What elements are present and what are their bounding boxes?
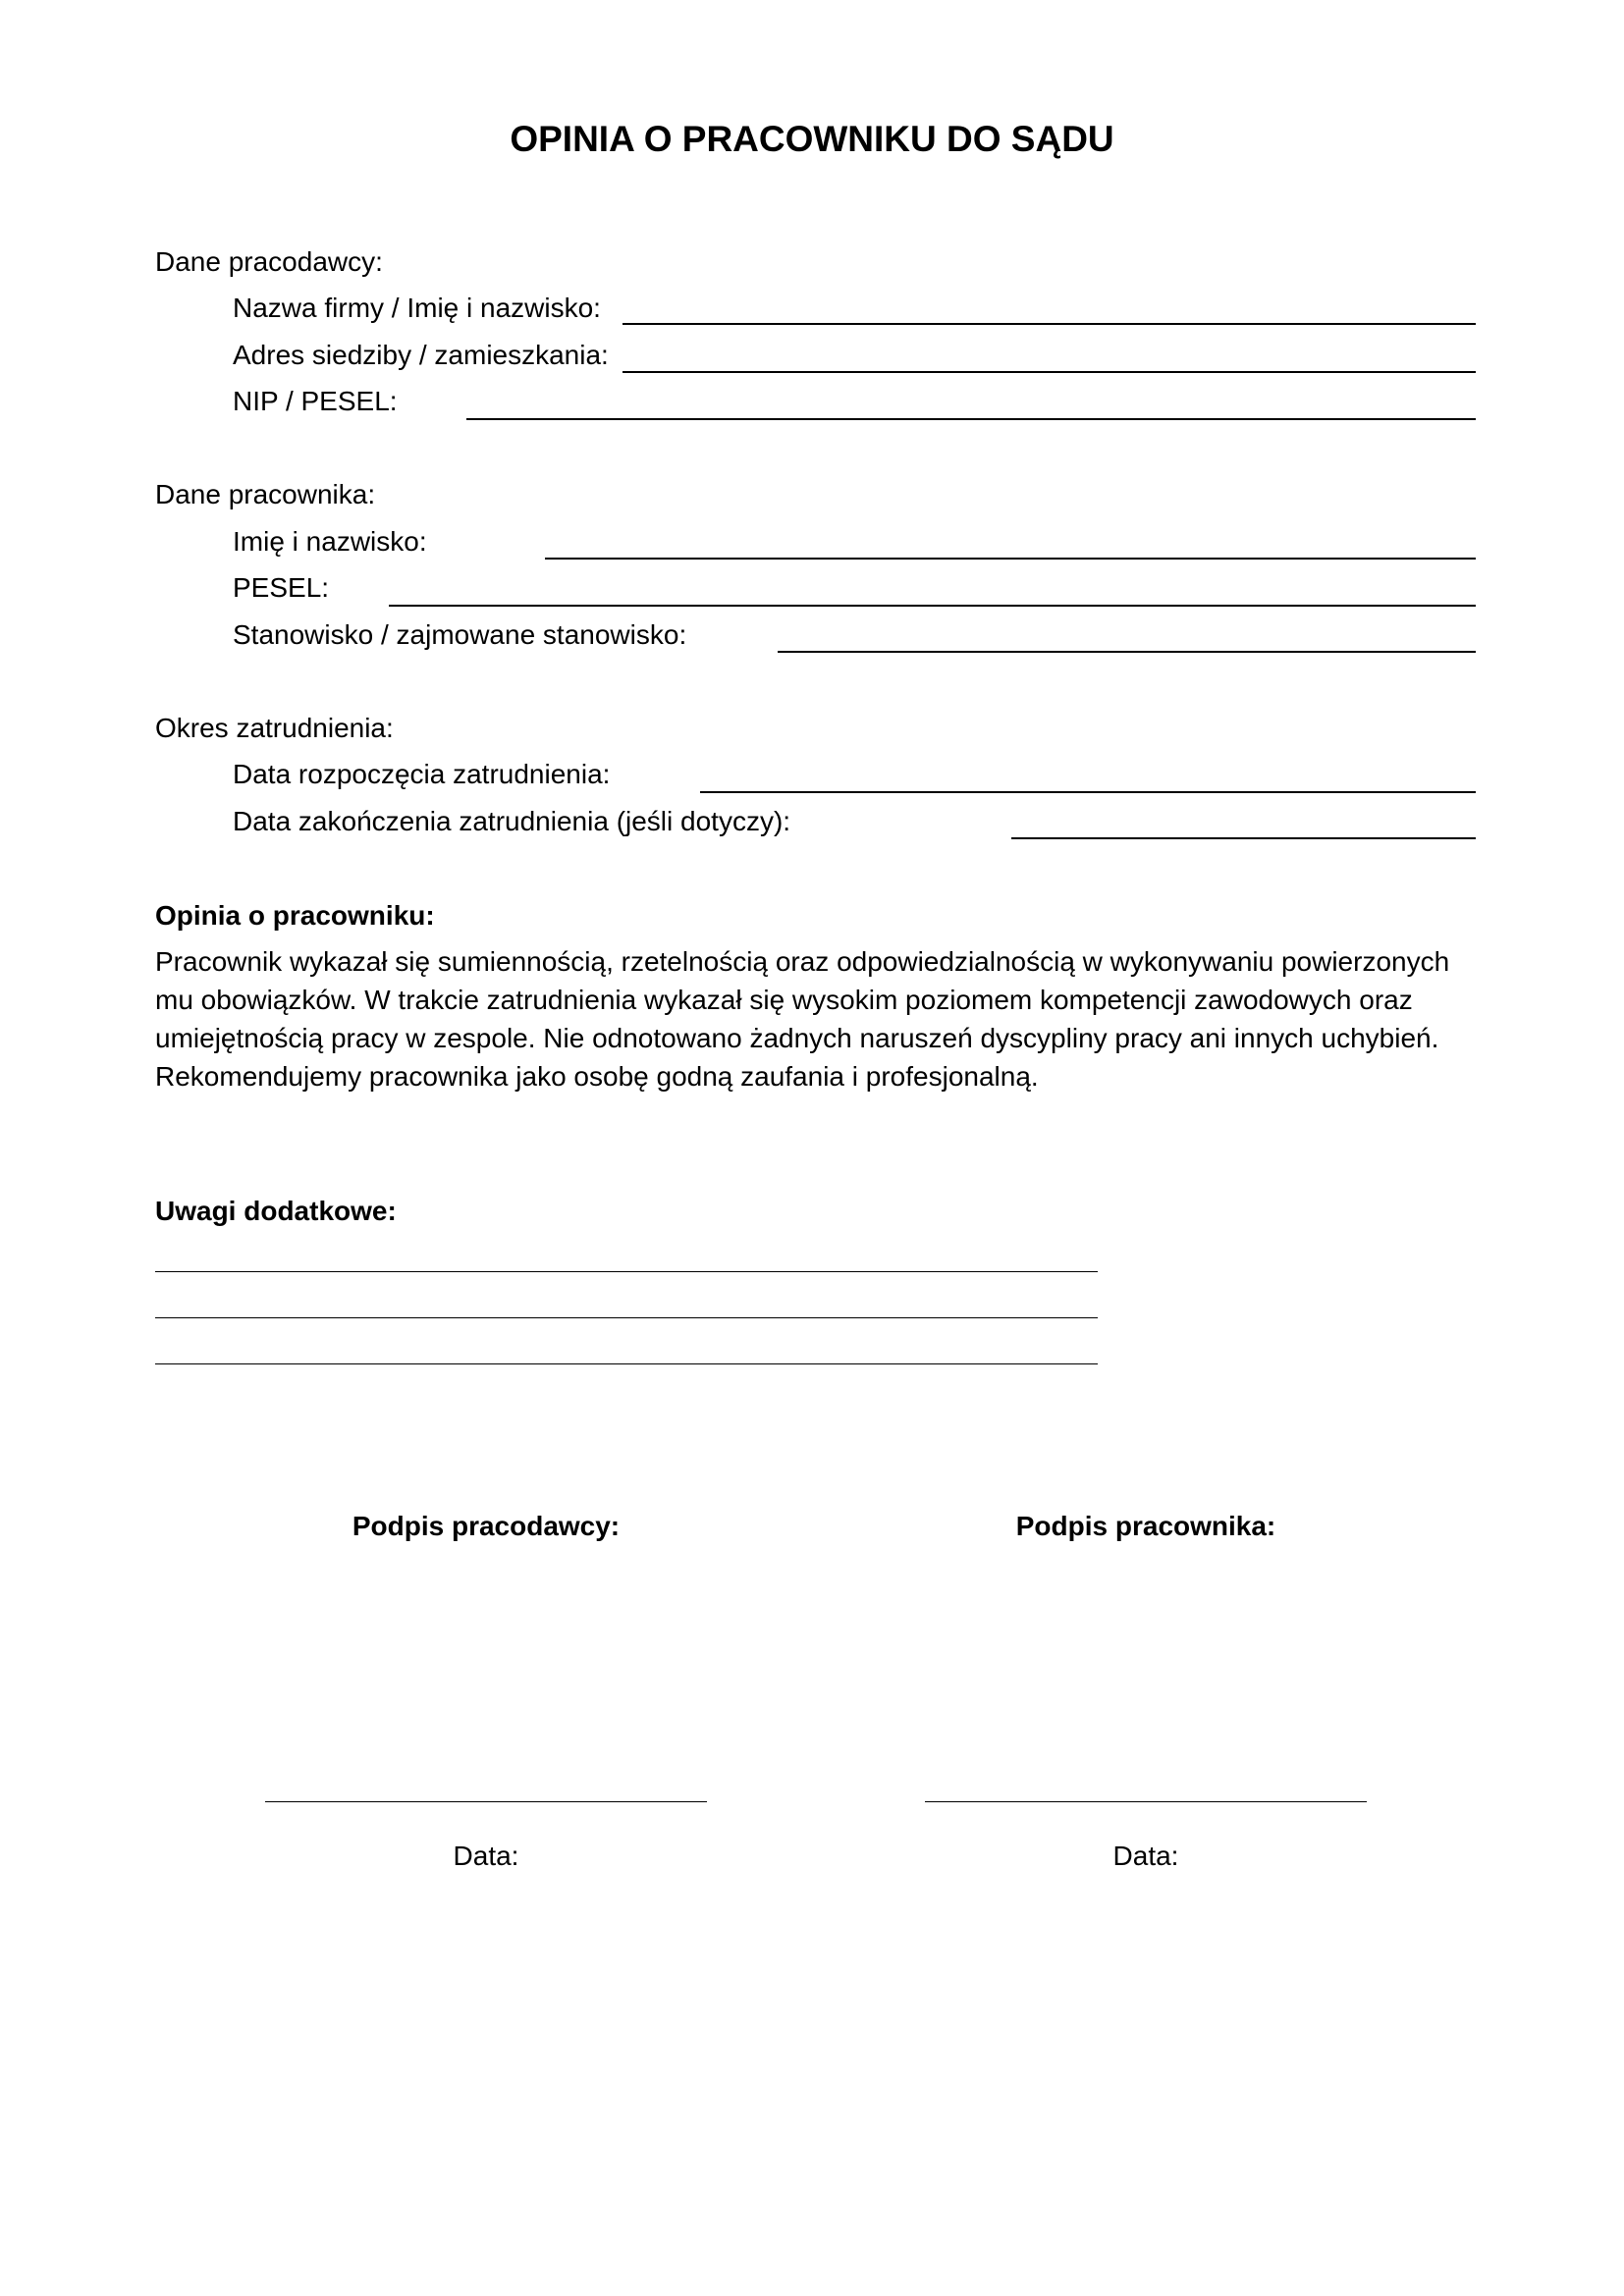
employee-date-label: Data: — [1112, 1841, 1179, 1871]
employer-id-label: NIP / PESEL: — [233, 386, 398, 416]
employer-address-label: Adres siedziby / zamieszkania: — [233, 340, 609, 370]
employee-position-field[interactable] — [778, 651, 1476, 653]
employment-end-field[interactable] — [1011, 837, 1476, 839]
employer-signature-line[interactable] — [265, 1801, 707, 1802]
employee-position-label: Stanowisko / zajmowane stanowisko: — [233, 619, 687, 650]
employer-id-field[interactable] — [466, 418, 1476, 420]
document-title: OPINIA O PRACOWNIKU DO SĄDU — [510, 119, 1114, 159]
employee-name-field[interactable] — [545, 558, 1476, 560]
remarks-line[interactable] — [155, 1317, 1098, 1318]
employment-start-label: Data rozpoczęcia zatrudnienia: — [233, 759, 611, 789]
employer-name-field[interactable] — [623, 323, 1476, 325]
opinion-line: umiejętnością pracy w zespole. Nie odnotowano żadnych naruszeń dyscypliny pracy ani innych uchybień. — [155, 1023, 1439, 1053]
employer-address-field[interactable] — [623, 371, 1476, 373]
opinion-heading: Opinia o pracowniku: — [155, 900, 435, 931]
employer-date-label: Data: — [453, 1841, 519, 1871]
remarks-line[interactable] — [155, 1271, 1098, 1272]
opinion-line: Rekomendujemy pracownika jako osobę godną zaufania i profesjonalną. — [155, 1061, 1039, 1092]
opinion-text — [155, 942, 1490, 1095]
employment-section-heading: Okres zatrudnienia: — [155, 713, 394, 743]
employer-name-label: Nazwa firmy / Imię i nazwisko: — [233, 293, 601, 323]
employee-pesel-field[interactable] — [389, 605, 1476, 607]
opinion-line: mu obowiązków. W trakcie zatrudnienia wykazał się wysokim poziomem kompetencji zawodowych oraz — [155, 985, 1413, 1015]
employee-name-label: Imię i nazwisko: — [233, 526, 427, 557]
employment-end-label: Data zakończenia zatrudnienia (jeśli dotyczy): — [233, 806, 791, 836]
employer-section-heading: Dane pracodawcy: — [155, 246, 383, 277]
employee-signature-line[interactable] — [925, 1801, 1367, 1802]
employee-section-heading: Dane pracownika: — [155, 479, 376, 509]
remarks-line[interactable] — [155, 1363, 1098, 1364]
employee-pesel-label: PESEL: — [233, 572, 330, 603]
employer-signature-heading: Podpis pracodawcy: — [352, 1511, 621, 1541]
remarks-heading: Uwagi dodatkowe: — [155, 1196, 397, 1226]
employment-start-field[interactable] — [700, 791, 1476, 793]
opinion-line: Pracownik wykazał się sumiennością, rzetelnością oraz odpowiedzialnością w wykonywaniu powierzonych — [155, 946, 1450, 977]
employee-signature-heading: Podpis pracownika: — [1015, 1511, 1276, 1541]
